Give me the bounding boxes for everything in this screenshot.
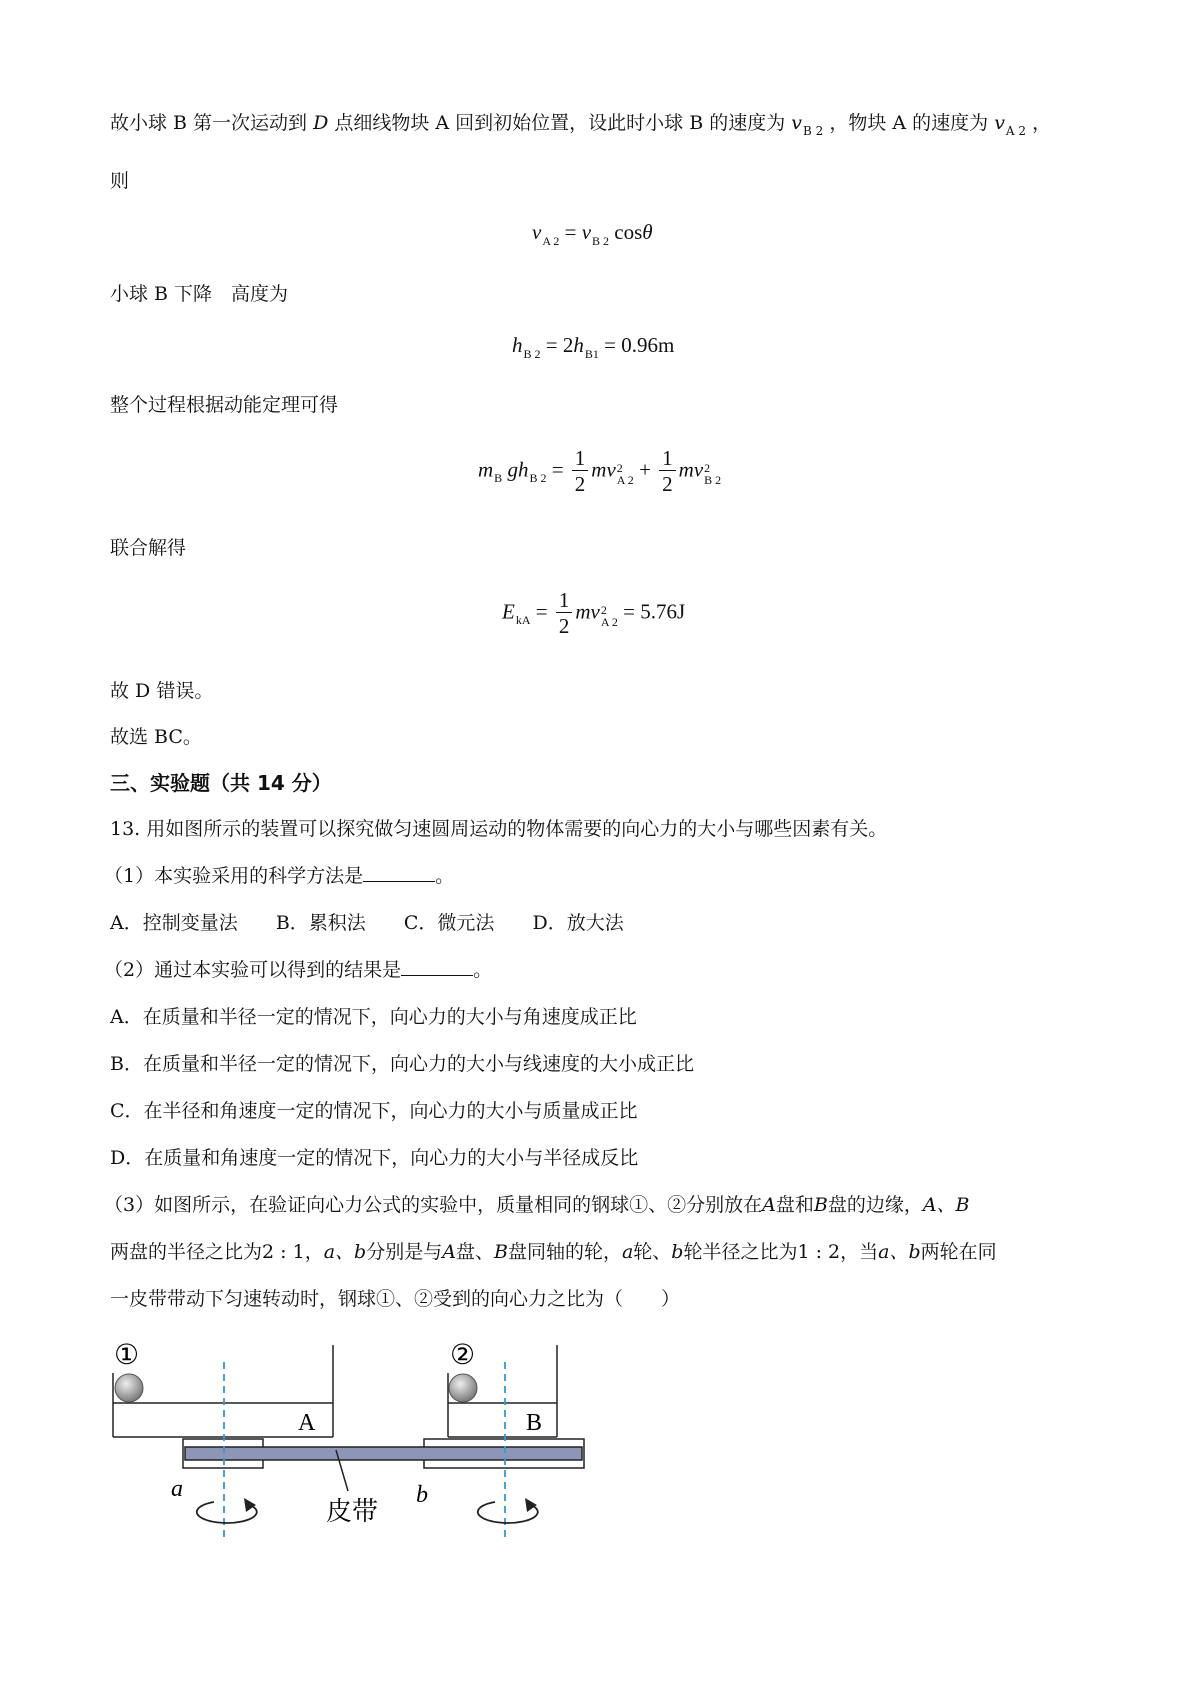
- part-2-option-a: A．在质量和半径一定的情况下，向心力的大小与角速度成正比: [110, 1006, 637, 1028]
- solution-line-7: 故选 BC。: [110, 726, 202, 748]
- equation-rhs: = 5.76J: [623, 599, 686, 624]
- subscript: A 2: [542, 234, 560, 248]
- text-segment: 故小球 B 第一次运动到: [110, 112, 308, 134]
- text-segment: 轮、: [633, 1241, 672, 1263]
- text-segment: （3）如图所示，在验证向心力公式的实验中，质量相同的钢球①、②分别放在: [104, 1194, 763, 1216]
- denominator: 2: [558, 614, 570, 638]
- cos-function: cos: [614, 220, 643, 244]
- option-b: B．累积法: [275, 912, 366, 934]
- symbol-g: g: [507, 457, 518, 482]
- symbol-m: m: [678, 457, 694, 482]
- subscript: B 2: [592, 234, 610, 248]
- plate-b-ref: B: [493, 1241, 508, 1263]
- superscript: 2: [704, 460, 711, 475]
- numerator: 1: [556, 588, 573, 613]
- text-segment: 盘和: [775, 1194, 814, 1216]
- theta: θ: [642, 220, 653, 244]
- option-d: D．放大法: [532, 912, 624, 934]
- text-segment: 盘、: [455, 1241, 494, 1263]
- subscript: kA: [515, 613, 531, 628]
- symbol-h: h: [517, 457, 529, 482]
- solution-line-2: 则: [110, 170, 130, 192]
- option-c: C．微元法: [403, 912, 495, 934]
- symbol-v: v: [532, 220, 542, 244]
- solution-line-3: 小球 B 下降 高度为: [110, 283, 289, 305]
- wheel-b-label: b: [416, 1482, 428, 1508]
- wheel-a-ref: a: [621, 1241, 634, 1263]
- symbol-m: m: [575, 599, 591, 624]
- plate-b-label: B: [526, 1410, 543, 1436]
- plus-sign: +: [639, 457, 651, 482]
- text-segment: ，: [1032, 112, 1052, 134]
- plate-b-ref: B: [813, 1194, 828, 1216]
- symbol-h: h: [573, 333, 584, 357]
- symbol-v: v: [590, 599, 600, 624]
- symbol-v: v: [994, 112, 1005, 134]
- question-text: （1）本实验采用的科学方法是: [104, 865, 364, 887]
- subscript: A 2: [600, 614, 618, 629]
- part-2-option-b: B．在质量和半径一定的情况下，向心力的大小与线速度的大小成正比: [110, 1053, 694, 1075]
- numerator: 1: [659, 446, 676, 471]
- plate-a-ref: A: [762, 1194, 776, 1216]
- text-segment: 盘的边缘，: [827, 1194, 923, 1216]
- plates-ab-ref: A、B: [922, 1194, 970, 1216]
- text-segment: 分别是与: [366, 1241, 443, 1263]
- equals-sign: =: [551, 457, 564, 482]
- subscript: B 2: [529, 471, 547, 486]
- subscript: A 2: [616, 472, 634, 487]
- rotation-arrow-icon: [197, 1498, 257, 1523]
- superscript: 2: [600, 602, 607, 617]
- symbol-m: m: [591, 457, 607, 482]
- ball-1: [115, 1374, 143, 1402]
- numerator: 1: [572, 446, 589, 471]
- subscript: B 2: [523, 347, 541, 361]
- subscript: B 2: [704, 472, 722, 487]
- symbol-e: E: [502, 599, 515, 624]
- question-13-stem: 13. 用如图所示的装置可以探究做匀速圆周运动的物体需要的向心力的大小与哪些因素有关。: [110, 818, 888, 840]
- superscript: 2: [616, 460, 623, 475]
- symbol-v: v: [693, 457, 704, 482]
- text-segment: ，物块 A 的速度为: [829, 112, 989, 134]
- symbol-v: v: [606, 457, 616, 482]
- text-segment: 点细线物块 A 回到初始位置，设此时小球 B 的速度为: [334, 112, 786, 134]
- point-d: D: [313, 112, 329, 134]
- question-text: （2）通过本实验可以得到的结果是: [104, 959, 402, 981]
- text-segment: 两盘的半径之比为: [110, 1241, 263, 1263]
- belt: [185, 1447, 582, 1460]
- equals-sign: =: [535, 599, 548, 624]
- solution-line-5: 联合解得: [110, 537, 187, 559]
- option-a: A．控制变量法: [110, 912, 238, 934]
- ball-2-label: ②: [450, 1340, 476, 1371]
- wheel-a-label: a: [171, 1476, 183, 1502]
- section-heading: 三、实验题（共 14 分）: [110, 771, 332, 795]
- symbol-v: v: [581, 220, 592, 244]
- equals-sign: =: [564, 220, 577, 244]
- subscript: A 2: [1005, 124, 1027, 138]
- solution-line-4: 整个过程根据动能定理可得: [110, 394, 339, 416]
- symbol-h: h: [512, 333, 523, 357]
- rotation-arrow-icon: [478, 1498, 538, 1523]
- symbol-m: m: [478, 457, 494, 482]
- text-segment: 两轮在同: [920, 1241, 997, 1263]
- subscript: B 2: [803, 124, 824, 138]
- plate-a-label: A: [298, 1410, 316, 1436]
- part-2-option-d: D．在质量和角速度一定的情况下，向心力的大小与半径成反比: [110, 1147, 639, 1169]
- question-end: 。: [435, 865, 455, 887]
- solution-line-6: 故 D 错误。: [110, 680, 214, 702]
- wheels-ref: a、b: [323, 1241, 367, 1263]
- text-segment: 盘同轴的轮，: [507, 1241, 622, 1263]
- ball-2: [449, 1374, 477, 1402]
- subscript: B: [494, 471, 503, 486]
- plate-a-ref: A: [442, 1241, 456, 1263]
- denominator: 2: [574, 472, 586, 496]
- wheels-ref: a、b: [878, 1241, 921, 1263]
- subscript: B1: [584, 347, 599, 361]
- part-2-option-c: C．在半径和角速度一定的情况下，向心力的大小与质量成正比: [110, 1100, 638, 1122]
- equals-two: = 2: [545, 333, 574, 357]
- text-segment: 轮半径之比为: [683, 1241, 798, 1263]
- denominator: 2: [662, 472, 673, 496]
- wheel-b-ref: b: [671, 1241, 684, 1263]
- question-end: 。: [473, 959, 493, 981]
- equation-rhs: = 0.96m: [604, 333, 675, 357]
- text-segment: ，当: [840, 1241, 879, 1263]
- question-13-part-3-line-3: 一皮带带动下匀速转动时，钢球①、②受到的向心力之比为（ ）: [110, 1288, 681, 1310]
- ball-1-label: ①: [114, 1340, 140, 1371]
- text-segment: ，: [304, 1241, 324, 1263]
- ratio: 1 : 2: [797, 1241, 841, 1263]
- symbol-v: v: [791, 112, 802, 134]
- belt-label: 皮带: [326, 1497, 379, 1527]
- ratio: 2 : 1: [262, 1241, 305, 1263]
